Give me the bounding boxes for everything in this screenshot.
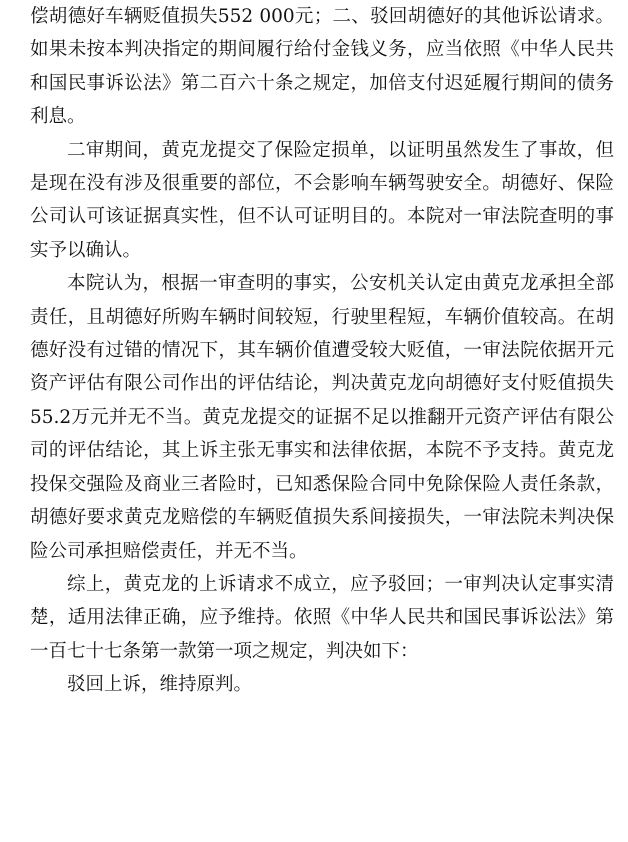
paragraph-judgment-continuation: 偿胡德好车辆贬值损失552 000元；二、驳回胡德好的其他诉讼请求。如果未按本判决指定的期间履行给付金钱义务，应当依照《中华人民共和国民事诉讼法》第二百六十条之规定，加倍支付迟延履行期间的债务利息。 (30, 6, 614, 128)
paragraph-verdict: 驳回上诉，维持原判。 (67, 674, 253, 696)
paragraph-conclusion: 综上，黄克龙的上诉请求不成立，应予驳回；一审判决认定事实清楚，适用法律正确，应予维持。依照《中华人民共和国民事诉讼法》第一百七十七条第一款第一项之规定，判决如下： (30, 573, 614, 662)
paragraph-second-instance-evidence: 二审期间，黄克龙提交了保险定损单，以证明虽然发生了事故，但是现在没有涉及很重要的部位，不会影响车辆驾驶安全。胡德好、保险公司认可该证据真实性，但不认可证明目的。本院对一审法院查明的事实予以确认。 (30, 139, 614, 261)
paragraph-court-reasoning: 本院认为，根据一审查明的事实，公安机关认定由黄克龙承担全部责任，且胡德好所购车辆时间较短，行驶里程短，车辆价值较高。在胡德好没有过错的情况下，其车辆价值遭受较大贬值，一审法院依据开元资产评估有限公司作出的评估结论，判决黄克龙向胡德好支付贬值损失55.2万元并无不当。黄克龙提交的证据不足以推翻开元资产评估有限公司的评估结论，其上诉主张无事实和法律依据，本院不予支持。黄克龙投保交强险及商业三者险时，已知悉保险合同中免除保险人责任条款，胡德好要求黄克龙赔偿的车辆贬值损失系间接损失，一审法院未判决保险公司承担赔偿责任，并无不当。 (30, 273, 614, 562)
